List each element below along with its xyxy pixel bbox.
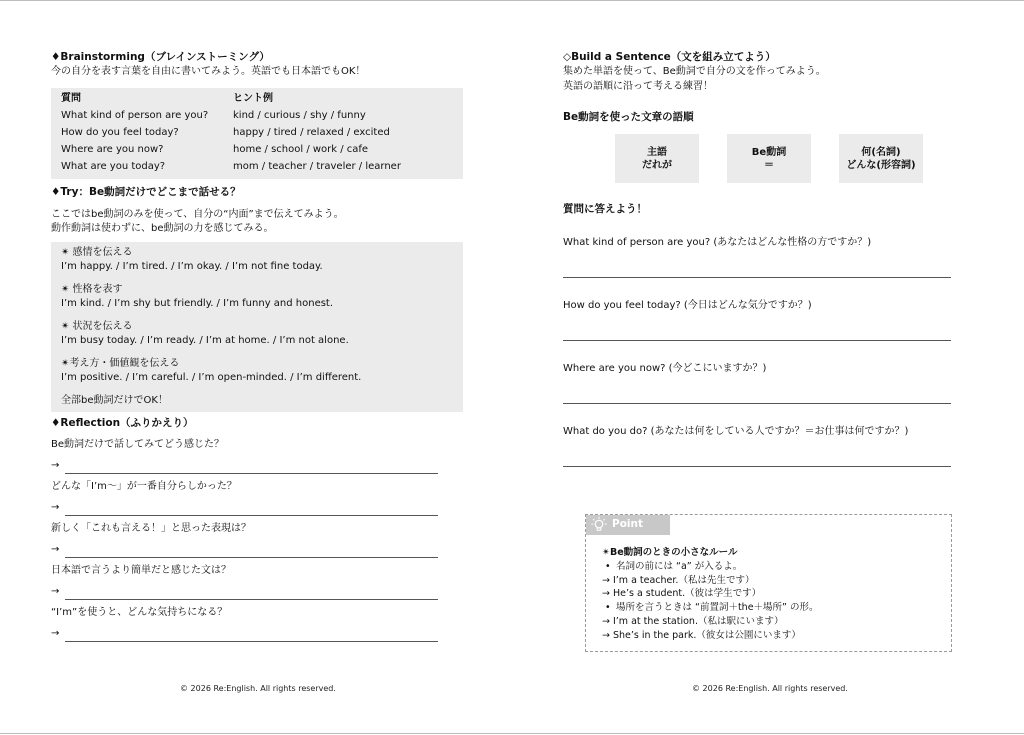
answer-row	[51, 455, 463, 474]
table-cell-question: What are you today?	[61, 160, 166, 172]
table-row	[61, 125, 453, 142]
table-cell-question: How do you feel today?	[61, 126, 179, 138]
category-values	[61, 357, 453, 386]
answer-line[interactable]	[563, 466, 951, 467]
category-emotion	[61, 246, 453, 275]
bullet-icon: •	[605, 560, 611, 572]
brainstorm-intro: 今の自分を表す言葉を自由に書いてみよう。英語でも日本語でもOK！	[51, 66, 366, 78]
category-examples: I’m happy. / I’m tired. / I’m okay. / I’m not fine today.	[61, 261, 323, 273]
answer-line[interactable]	[65, 629, 438, 642]
rule-example: → I’m a teacher.（私は先生です）	[602, 574, 755, 586]
try-title: ♦Try：Be動詞だけでどこまで話せる？	[51, 185, 241, 198]
hint-table	[51, 88, 463, 179]
reflection-question: 日本語で言うより簡単だと感じた文は？	[51, 564, 231, 576]
rule-title: ✴︎Be動詞のときの小さなルール	[602, 547, 738, 558]
examples-box	[51, 242, 463, 413]
question-text: Where are you now? (今どこにいますか？)	[563, 362, 767, 374]
arrow-icon: →	[51, 502, 60, 514]
question-text: What kind of person are you? (あなたはどんな性格の方ですか？)	[563, 236, 872, 248]
answer-section-title: 質問に答えよう！	[563, 203, 647, 216]
reflection-question: 新しく「これも言える！」と思った表現は？	[51, 522, 251, 534]
arrow-icon: →	[51, 628, 60, 640]
right-page	[563, 50, 953, 670]
bullet-icon: •	[605, 602, 611, 614]
left-page	[51, 50, 463, 642]
answer-row	[51, 497, 463, 516]
box-top-text: 主語	[647, 146, 667, 158]
answer-row	[51, 581, 463, 600]
box-bottom-text: だれが	[642, 159, 672, 171]
box-top-text: 何(名詞)	[861, 146, 901, 158]
table-cell-question: What kind of person are you?	[61, 109, 209, 121]
rule-example: → He’s a student.（彼は学生です）	[602, 588, 762, 600]
reflection-question: “I’m”を使うと、どんな気持ちになる？	[51, 606, 228, 618]
table-row	[61, 142, 453, 159]
rule-example: → She’s in the park.（彼女は公園にいます）	[602, 629, 801, 641]
category-examples: I’m busy today. / I’m ready. / I’m at home. / I’m not alone.	[61, 335, 349, 347]
header-hint: ヒント例	[233, 92, 273, 104]
reflection-question: Be動詞だけで話してみてどう感じた？	[51, 438, 225, 450]
reflection-list	[51, 438, 463, 642]
bottom-divider	[0, 733, 1024, 734]
reflection-title: ♦Reflection（ふりかえり）	[51, 417, 194, 430]
category-title: ✴︎ 性格を表す	[61, 283, 123, 295]
table-cell-hint: mom / teacher / traveler / learner	[233, 160, 401, 172]
category-personality	[61, 283, 453, 312]
right-footer: © 2026 Re:English. All rights reserved.	[692, 684, 848, 693]
reflection-question: どんな「I’m〜」が一番自分らしかった？	[51, 480, 237, 492]
category-title: ✴︎ 状況を伝える	[61, 320, 133, 332]
try-line-1: ここではbe動詞のみを使って、自分の“内面”まで伝えてみよう。	[51, 208, 344, 220]
rule-line	[602, 601, 818, 615]
rule-line	[602, 560, 818, 574]
answer-line[interactable]	[563, 403, 951, 404]
question-text: What do you do? (あなたは何をしている人ですか？＝お仕事は何ですか？)	[563, 425, 909, 437]
rule-text: 名詞の前には “a” が入るよ。	[616, 560, 743, 572]
build-title: ◇Build a Sentence（文を組み立てよう）	[563, 51, 776, 63]
table-row	[61, 159, 453, 176]
point-box	[585, 514, 952, 652]
answer-row	[51, 623, 463, 642]
table-header-row	[61, 91, 453, 108]
answer-line[interactable]	[563, 277, 951, 278]
box-top-text: Be動詞	[751, 146, 787, 158]
build-line-1: 集めた単語を使って、Be動詞で自分の文を作ってみよう。	[563, 66, 826, 78]
lightbulb-icon	[590, 516, 608, 534]
subject-box	[615, 134, 699, 183]
question-text: How do you feel today? (今日はどんな気分ですか？)	[563, 299, 812, 311]
arrow-icon: →	[51, 460, 60, 472]
category-examples: I’m positive. / I’m careful. / I’m open-minded. / I’m different.	[61, 372, 362, 384]
point-badge	[586, 515, 670, 535]
top-divider	[0, 0, 1024, 1]
word-order-title: Be動詞を使った文章の語順	[563, 111, 694, 124]
be-verb-box	[727, 134, 811, 183]
left-footer: © 2026 Re:English. All rights reserved.	[180, 684, 336, 693]
build-line-2: 英語の語順に沿って考える練習！	[563, 80, 713, 92]
box-bottom-text: どんな(形容詞)	[846, 159, 916, 171]
word-order-boxes	[563, 134, 953, 183]
table-cell-hint: home / school / work / cafe	[233, 143, 369, 155]
brainstorm-title: ♦Brainstorming（ブレインストーミング）	[51, 51, 270, 63]
header-question: 質問	[61, 92, 81, 104]
point-label: Point	[612, 518, 644, 531]
arrow-icon: →	[51, 586, 60, 598]
answer-line[interactable]	[65, 545, 438, 558]
answer-questions	[563, 236, 953, 467]
complement-box	[839, 134, 923, 183]
arrow-icon: →	[51, 544, 60, 556]
table-cell-question: Where are you now?	[61, 143, 164, 155]
answer-line[interactable]	[65, 587, 438, 600]
category-title: ✴︎ 感情を伝える	[61, 246, 133, 258]
answer-row	[51, 539, 463, 558]
category-title: ✴︎考え方・価値観を伝える	[61, 357, 180, 369]
answer-line[interactable]	[65, 461, 438, 474]
answer-line[interactable]	[65, 503, 438, 516]
point-content	[602, 546, 818, 642]
table-cell-hint: kind / curious / shy / funny	[233, 109, 366, 121]
try-line-2: 動作動詞は使わずに、be動詞の力を感じてみる。	[51, 223, 274, 235]
answer-line[interactable]	[563, 340, 951, 341]
rule-text: 場所を言うときは “前置詞＋the＋場所” の形。	[616, 602, 819, 614]
category-situation	[61, 320, 453, 349]
closing-note: 全部be動詞だけでOK！	[61, 394, 168, 406]
table-row	[61, 108, 453, 125]
box-bottom-text: ＝	[764, 159, 774, 171]
table-cell-hint: happy / tired / relaxed / excited	[233, 126, 390, 138]
category-examples: I’m kind. / I’m shy but friendly. / I’m funny and honest.	[61, 298, 334, 310]
rule-example: → I’m at the station.（私は駅にいます）	[602, 615, 784, 627]
